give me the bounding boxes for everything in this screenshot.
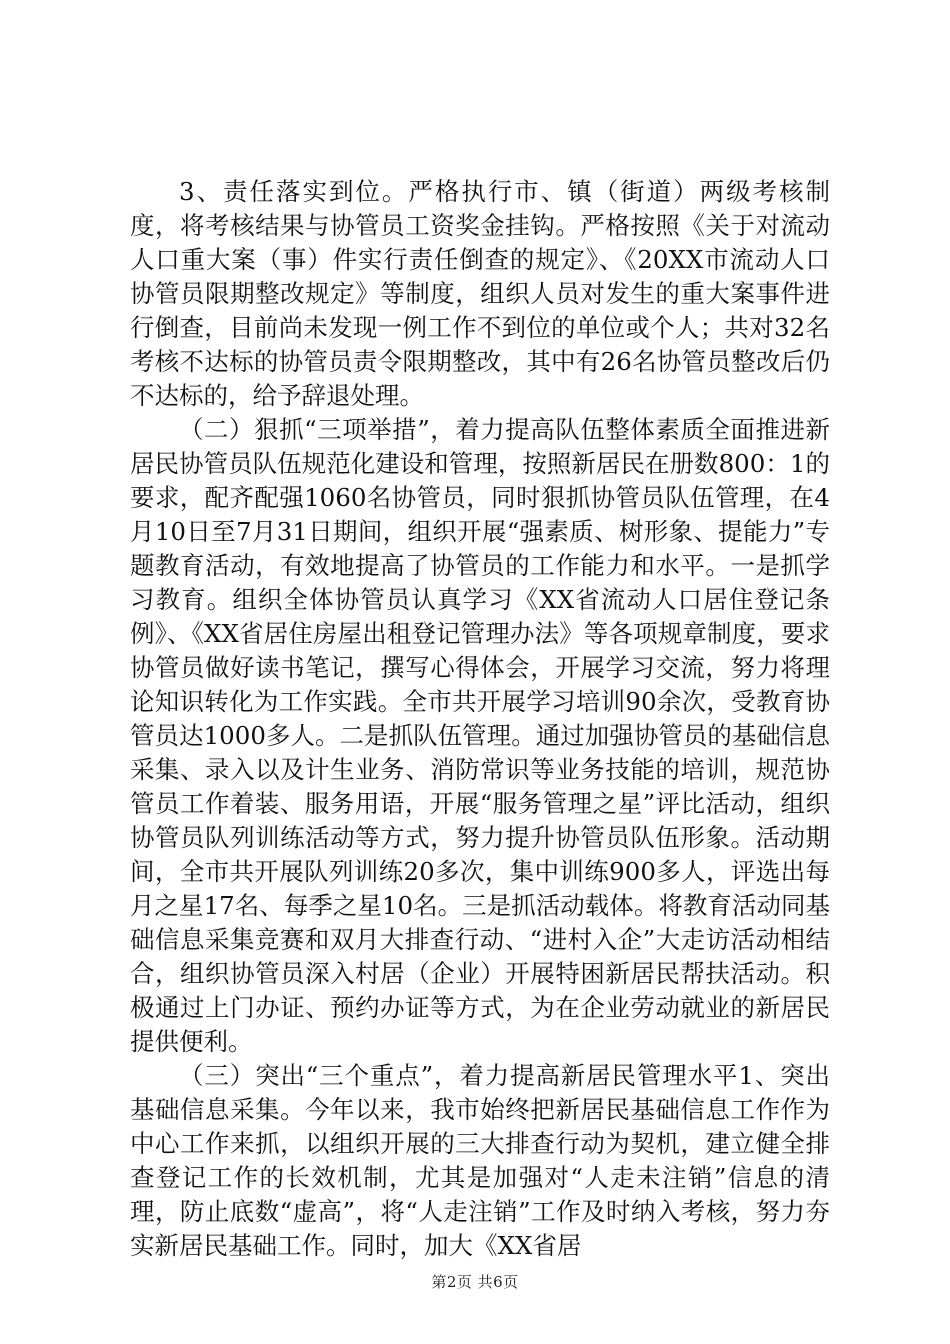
page-number-footer: 第2页 共6页 [431,1273,519,1291]
document-body [130,175,830,1263]
paragraph-three-key-points: （三）突出“三个重点”，着力提高新居民管理水平1、突出基础信息采集。今年以来，我市始终把新居民基础信息工作作为中心工作来抓，以组织开展的三大排查行动为契机，建立健全排查登记工作的长效机制，尤其是加强对“人走未注销”信息的清理，防止底数“虚高”，将“人走注销”工作及时纳入考核，努力夯实新居民基础工作。同时，加大《XX省居 [130,1061,830,1260]
paragraph-three-measures: （二）狠抓“三项举措”，着力提高队伍整体素质全面推进新居民协管员队伍规范化建设和管理，按照新居民在册数800：1的要求，配齐配强1060名协管员，同时狠抓协管员队伍管理，在4月10日至7月31日期间，组织开展“强素质、树形象、提能力”专题教育活动，有效地提高了协管员的工作能力和水平。一是抓学习教育。组织全体协管员认真学习《XX省流动人口居住登记条例》、《XX省居住房屋出租登记管理办法》等各项规章制度，要求协管员做好读书笔记，撰写心得体会，开展学习交流，努力将理论知识转化为工作实践。全市共开展学习培训90余次，受教育协管员达1000多人。二是抓队伍管理。通过加强协管员的基础信息采集、录入以及计生业务、消防常识等业务技能的培训，规范协管员工作着装、服务用语，开展“服务管理之星”评比活动，组织协管员队列训练活动等方式，努力提升协管员队伍形象。活动期间，全市共开展队列训练20多次，集中训练900多人，评选出每月之星17名、每季之星10名。三是抓活动载体。将教育活动同基础信息采集竞赛和双月大排查行动、“进村入企”大走访活动相结合，组织协管员深入村居（企业）开展特困新居民帮扶活动。积极通过上门办证、预约办证等方式，为在企业劳动就业的新居民提供便利。 [130,415,830,1056]
paragraph-responsibility: 3、责任落实到位。严格执行市、镇（街道）两级考核制度，将考核结果与协管员工资奖金挂钩。严格按照《关于对流动人口重大案（事）件实行责任倒查的规定》、《20XX市流动人口协管员限期整改规定》等制度，组织人员对发生的重大案事件进行倒查，目前尚未发现一例工作不到位的单位或个人；共对32名考核不达标的协管员责令限期整改，其中有26名协管员整改后仍不达标的，给予辞退处理。 [130,177,830,410]
